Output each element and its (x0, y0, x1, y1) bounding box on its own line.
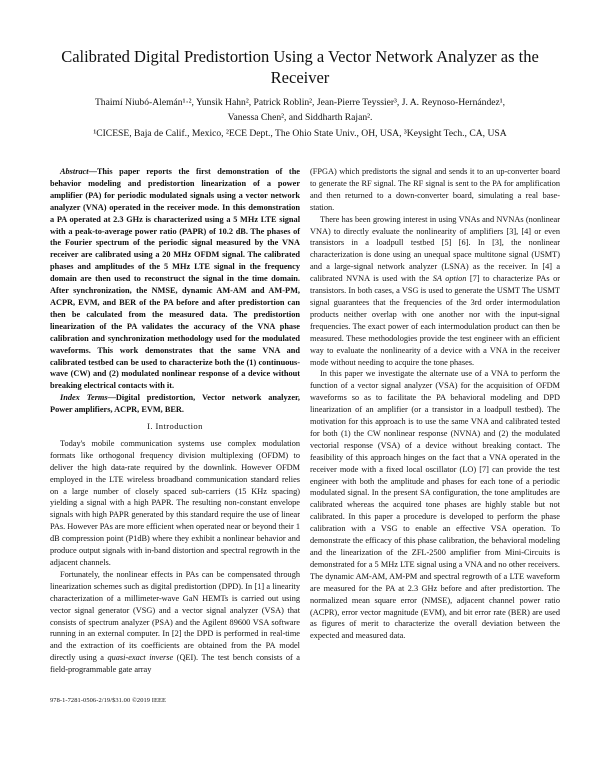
right-paragraph-1: (FPGA) which predistorts the signal and sends it to an up-converter board to generate the RF signal. The RF signal is sent to the PA for amplification and then returned to a down-converter board, simulating a real base-station. (310, 167, 560, 212)
intro-p2-text-b: (QEI). The test bench consists of a field-programmable gate array (50, 653, 300, 675)
right-p2-emphasis: SA option (432, 274, 467, 284)
right-column (310, 166, 560, 642)
abstract-label: Abstract (60, 167, 89, 176)
right-paragraph-2 (310, 214, 560, 369)
intro-p2-text-a: Fortunately, the nonlinear effects in PAs can be compensated through linearization schemes such as digital predistortion (DPD). In [1] a linearity characterization of a millimeter-wave GaN HEMTs is carried out using vector signal generator (VSG) and a vector signal analyzer (VSA) that consists of spectrum analyzer (PSA) and the Agilent 89600 VSA software running in an external computer. In [2] the DPD is performed in real-time and the extraction of its coefficients are obtained from the PA model directly using a (50, 569, 300, 663)
right-p2-text-a: There has been growing interest in using VNAs and NVNAs (nonlinear VNA) to directly evaluate the nonlinearity of amplifiers [3], [4] or even transistors in a loadpull testbed [5] [6]. In [3], the nonlinear characterization is done using an unequal space multitone signal (USMT) and a large-signal network analyzer (LSNA) as the receiver. In [4] a calibrated NVNA is used with the (310, 214, 560, 284)
intro-paragraph-1: Today's mobile communication systems use complex modulation formats like orthogonal frequency division multiplexing (OFDM) to deliver the high data-rate required by the downlink. However OFDM employed in the LTE wireless broadband communication standard relies on a large number of closely spaced sub-carriers (15 KHz spacing) yielding a signal with a high PAPR. The resulting non-constant envelope signals with high PAPR generated by this standard require the use of linear PAs. However PAs are more efficient when operated near or beyond their 1 dB compression point (P1dB) where they exhibit a nonlinear behavior and produce output signals with in-band distortion and spectral regrowth in the adjacent channels. (50, 438, 300, 567)
affiliations: ¹CICESE, Baja de Calif., Mexico, ²ECE Dept., The Ohio State Univ., OH, USA, ³Keysight Tech., CA, USA (93, 128, 507, 139)
right-p2-text-b: [7] to characterize PAs or transistors. In both cases, a VSG is used to generate the USMT The USMT signal guarantees that the frequencies of the 3rd order intermodulation products neither overlap with one another nor with the input-signal frequencies. The exact power of each intermodulation product can then be measured. These methodologies provide the test engineer with an efficient way to evaluate the nonlinearity of a device with a VNA in the receiver mode without needing to acquire the tone phases. (310, 274, 560, 367)
authors-line-2: Vanessa Chen², and Siddharth Rajan². (227, 111, 373, 123)
section-heading-introduction: I. Introduction (147, 421, 203, 432)
intro-paragraph-2 (50, 569, 300, 676)
index-terms-label: Index Terms (60, 393, 108, 403)
authors-line-1: Thaimí Niubó-Alemán¹·², Yunsik Hahn², Patrick Roblin², Jean-Pierre Teyssier³, J. A. Reynoso-Hernández¹, (94, 97, 506, 108)
index-terms-text: —Digital predistortion, Vector network analyzer, Power amplifiers, ACPR, EVM, BER. (50, 393, 300, 415)
paper-title: Calibrated Digital Predistortion Using a Vector Network Analyzer as the Receiver (61, 47, 539, 87)
abstract-text: —This paper reports the first demonstration of the behavior modeling and predistortion linearization of a power amplifier (PA) for periodic modulated signals using a vector network analyzer (VNA) operated in the receiver mode. In this demonstration a PA operated at 2.3 GHz is characterized using a 5 MHz LTE signal with a peak-to-average power ratio (PAPR) of 10.2 dB. The phases of the Fourier spectrum of the periodic signal measured by the VNA receiver are calibrated using a 20 MHz OFDM signal. The calibrated phases and amplitudes of the 5 MHz LTE signal in the frequency domain are then used to reconstruct the signal in the time domain. After synchronization, the NMSE, dynamic AM-AM and AM-PM, ACPR, EVM, and BER of the PA before and after predistortion can then be calculated from the measured data. The predistortion linearization of the PA validates the accuracy of the VNA phase calibration and synchronization methodology used for the modulated waveforms. This work demonstrates that the same VNA and calibrated testbed can be used to characterize both the (1) continuous-wave (CW) and (2) modulated nonlinear response of a device without breaking electrical contacts with it. (50, 167, 300, 391)
author-list (40, 96, 560, 125)
index-terms (50, 392, 300, 416)
abstract (50, 166, 300, 392)
intro-p2-emphasis: quasi-exact inverse (107, 653, 174, 663)
left-column (50, 166, 300, 676)
copyright-footer: 978-1-7281-0506-2/19/$31.00 ©2019 IEEE (50, 697, 167, 704)
right-paragraph-3: In this paper we investigate the alternate use of a VNA to perform the function of a vector signal analyzer (VSA) for the acquisition of OFDM waveforms so as to facilitate the PA behavioral modeling and DPD linearization of an amplifier (or a transistor in a loadpull testbed). The motivation for this approach is to use the same VNA and calibrated tested for both (1) the CW nonlinear response (NVNA) and (2) the modulated vectorial response (VSA) of a device without breaking contact. The feasibility of this approach hinges on the fact that a VNA operated in the receiver mode with a fixed local oscillator (LO) [7] can provide the test engineer with both the amplitude and phases for each tone of a periodic modulated signal. In the present SA configuration, the tone amplitudes are calibrated whereas the acquired tone phases are highly stable but not calibrated. In this paper a procedure is developed to perform the phase calibration with a VSG to enable an effective VSA operation. To demonstrate the efficacy of this phase calibration, the behavioral modeling and the linearization of the ZFL-2500 amplifier from Mini-Circuits is demonstrated for a 5 MHz LTE signal using a VNA and no other receivers. The dynamic AM-AM, AM-PM and spectral regrowth of a LTE waveform are measured for the PA at 2.3 GHz before and after predistortion. The normalized mean square error (NMSE), adjacent channel power ratio (ACPR), error vector magnitude (EVM), and bit error rate (BER) are used as figures of merit to characterize the overall deviation between the expected and measured data. (310, 369, 560, 641)
